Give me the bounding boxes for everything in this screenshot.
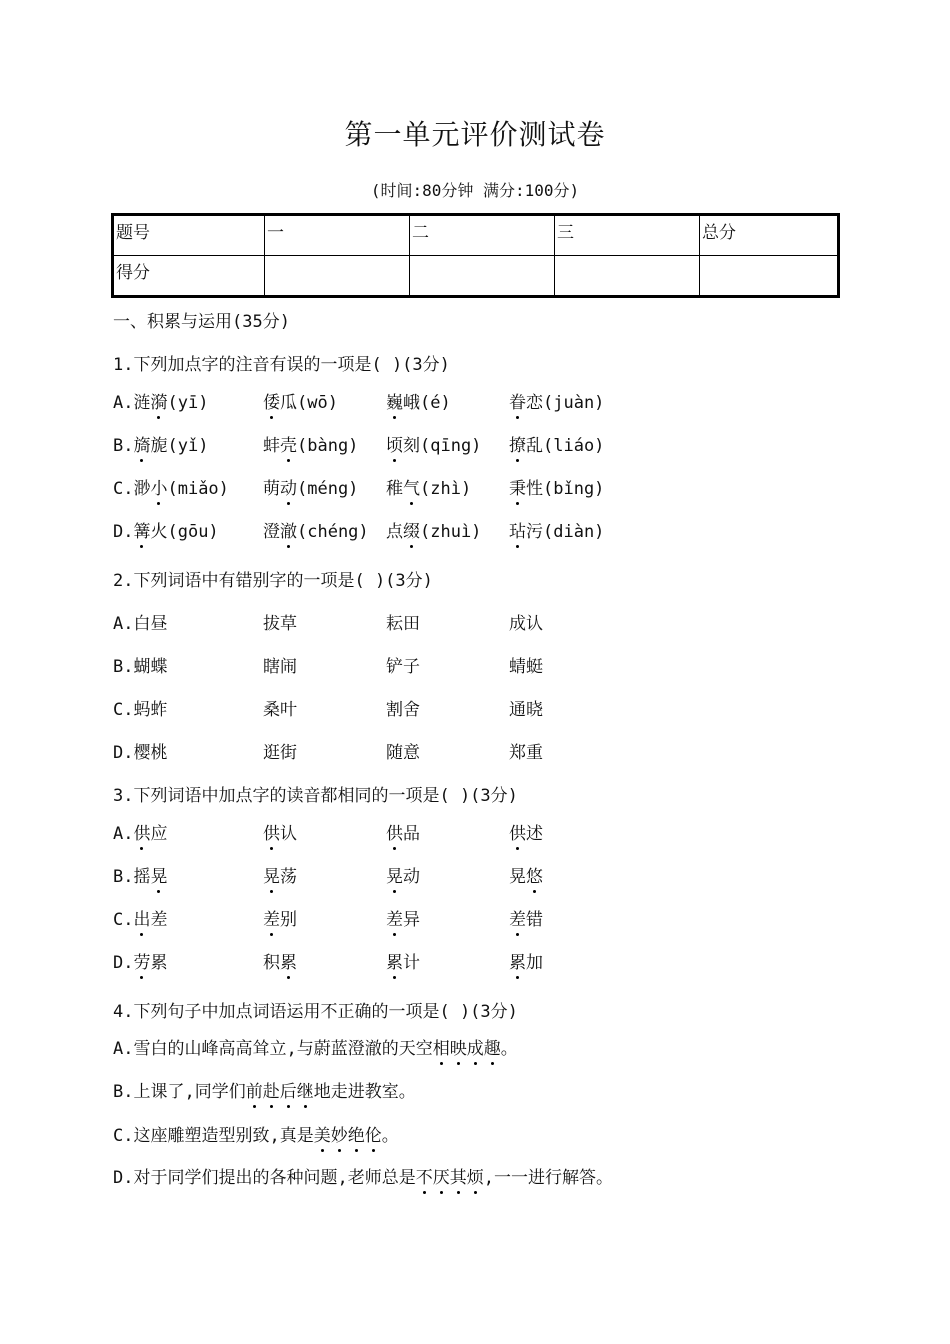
option-line: C.这座雕塑造型别致,真是美妙绝伦。 bbox=[113, 1121, 399, 1146]
option-item: D.篝火(gōu) bbox=[113, 517, 219, 542]
option-item: 差错 bbox=[509, 905, 543, 930]
option-item: 桑叶 bbox=[263, 700, 297, 720]
option-item: 晃悠 bbox=[509, 862, 543, 887]
score-cell: 得分 bbox=[113, 256, 265, 297]
option-item: 逛街 bbox=[263, 743, 297, 763]
option-item: 秉性(bǐng) bbox=[509, 474, 604, 499]
option-item: A.涟漪(yī) bbox=[113, 388, 208, 413]
option-item: 稚气(zhì) bbox=[386, 474, 471, 499]
option-item: 萌动(méng) bbox=[263, 474, 358, 499]
option-item: C.渺小(miǎo) bbox=[113, 474, 229, 499]
option-item: 巍峨(é) bbox=[386, 388, 451, 413]
score-table-header-row bbox=[113, 215, 839, 256]
option-line: D.对于同学们提出的各种问题,老师总是不厌其烦,一一进行解答。 bbox=[113, 1163, 613, 1188]
exam-info: (时间:80分钟 满分:100分) bbox=[370, 181, 580, 200]
option-item: D.樱桃 bbox=[113, 743, 168, 763]
score-table bbox=[111, 213, 840, 298]
option-item: 拔草 bbox=[263, 614, 297, 634]
option-item: 晃荡 bbox=[263, 862, 297, 887]
option-item: 累计 bbox=[386, 948, 420, 973]
option-item: 郑重 bbox=[509, 743, 543, 763]
score-cell: 一 bbox=[265, 215, 410, 256]
option-item: 通晓 bbox=[509, 700, 543, 720]
option-item: 差异 bbox=[386, 905, 420, 930]
option-item: 倭瓜(wō) bbox=[263, 388, 338, 413]
score-cell[interactable] bbox=[555, 256, 700, 297]
option-item: 供品 bbox=[386, 819, 420, 844]
option-item: 晃动 bbox=[386, 862, 420, 887]
option-item: 澄澈(chéng) bbox=[263, 517, 369, 542]
score-cell: 题号 bbox=[113, 215, 265, 256]
score-cell[interactable] bbox=[410, 256, 555, 297]
option-item: 顷刻(qīng) bbox=[386, 431, 481, 456]
question-stem: 3.下列词语中加点字的读音都相同的一项是( )(3分) bbox=[113, 786, 518, 806]
page-title: 第一单元评价测试卷 bbox=[344, 118, 606, 151]
score-cell[interactable] bbox=[265, 256, 410, 297]
score-cell: 总分 bbox=[700, 215, 839, 256]
option-item: 累加 bbox=[509, 948, 543, 973]
question-stem: 1.下列加点字的注音有误的一项是( )(3分) bbox=[113, 355, 450, 375]
option-item: 铲子 bbox=[386, 657, 420, 677]
option-item: 玷污(diàn) bbox=[509, 517, 604, 542]
option-item: 点缀(zhuì) bbox=[386, 517, 481, 542]
option-item: D.劳累 bbox=[113, 948, 167, 973]
option-item: C.蚂蚱 bbox=[113, 700, 168, 720]
option-item: 蚌壳(bàng) bbox=[263, 431, 358, 456]
option-line: A.雪白的山峰高高耸立,与蔚蓝澄澈的天空相映成趣。 bbox=[113, 1034, 518, 1059]
option-item: A.白昼 bbox=[113, 614, 168, 634]
option-item: 积累 bbox=[263, 948, 297, 973]
option-item: 瞎闹 bbox=[263, 657, 297, 677]
section-heading: 一、积累与运用(35分) bbox=[113, 312, 290, 332]
option-item: 割舍 bbox=[386, 700, 420, 720]
option-item: A.供应 bbox=[113, 819, 167, 844]
option-item: 供认 bbox=[263, 819, 297, 844]
score-table-score-row bbox=[113, 256, 839, 297]
option-item: 撩乱(liáo) bbox=[509, 431, 604, 456]
option-item: B.摇晃 bbox=[113, 862, 167, 887]
option-item: B.蝴蝶 bbox=[113, 657, 168, 677]
score-cell[interactable] bbox=[700, 256, 839, 297]
option-item: B.旖旎(yǐ) bbox=[113, 431, 208, 456]
option-item: 差别 bbox=[263, 905, 297, 930]
score-cell: 二 bbox=[410, 215, 555, 256]
option-item: 耘田 bbox=[386, 614, 420, 634]
question-stem: 2.下列词语中有错别字的一项是( )(3分) bbox=[113, 571, 433, 591]
option-item: 随意 bbox=[386, 743, 420, 763]
option-item: 眷恋(juàn) bbox=[509, 388, 604, 413]
option-item: 供述 bbox=[509, 819, 543, 844]
option-item: 成认 bbox=[509, 614, 543, 634]
option-line: B.上课了,同学们前赴后继地走进教室。 bbox=[113, 1077, 416, 1102]
option-item: C.出差 bbox=[113, 905, 167, 930]
option-item: 蜻蜓 bbox=[509, 657, 543, 677]
score-cell: 三 bbox=[555, 215, 700, 256]
question-stem: 4.下列句子中加点词语运用不正确的一项是( )(3分) bbox=[113, 1002, 518, 1022]
